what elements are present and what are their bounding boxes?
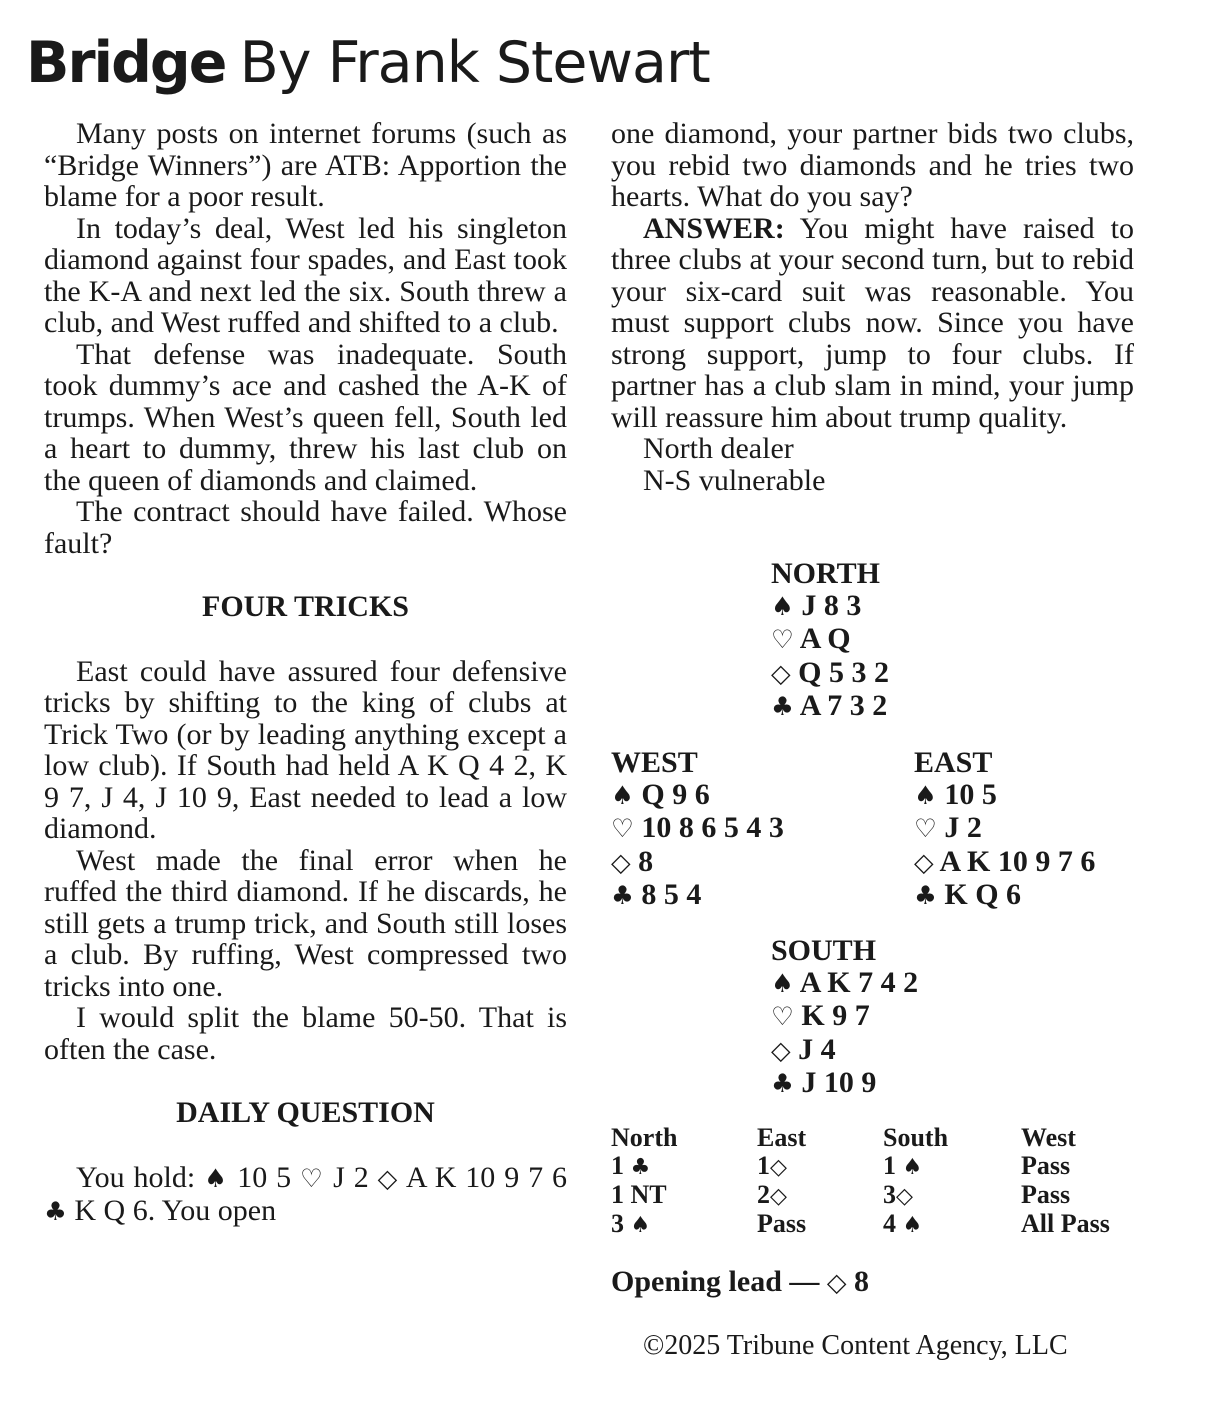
daily-question-text: [44, 1162, 567, 1229]
spade-icon: ♠: [611, 780, 634, 811]
north-label: NORTH: [771, 557, 880, 590]
heart-icon: ♡: [611, 814, 634, 844]
bid-cell: [757, 1210, 883, 1239]
bid-cell: [1021, 1210, 1141, 1239]
bid-header-north: North: [611, 1123, 678, 1152]
north-hearts: [771, 623, 889, 657]
bid-cell: [611, 1181, 757, 1210]
paragraph-2: In today’s deal, West led his singleton diamond against four spades, and East took the K-A and next led the six. South threw a club, and West ruffed and shifted to a club.: [44, 211, 567, 339]
diamond-icon: ◇: [771, 1035, 791, 1066]
west-clubs-cards: 8 5 4: [641, 878, 702, 911]
right-column: [611, 118, 1134, 496]
bid-level: Pass: [757, 1209, 807, 1238]
bid-cell: [611, 1210, 757, 1239]
east-diamonds: [914, 846, 1095, 880]
heart-icon: ♡: [771, 1002, 794, 1032]
bidding-table: [611, 1124, 1141, 1239]
south-clubs: [771, 1067, 918, 1101]
east-clubs-cards: K Q 6: [944, 878, 1022, 911]
east-clubs: [914, 879, 1095, 913]
west-hearts-cards: 10 8 6 5 4 3: [641, 811, 784, 844]
bid-cell: [1021, 1181, 1141, 1210]
west-spades: [611, 779, 784, 813]
west-hearts: [611, 812, 784, 846]
answer-text: You might have raised to three clubs at your second turn, but to rebid your six-card suit was reasonable. You must support clubs now. Since you have strong support, jump to four clubs. If partner has a club slam in mind, your jump will reassure him about trump quality.: [611, 211, 1134, 434]
south-clubs-cards: J 10 9: [801, 1066, 877, 1099]
left-column: [44, 118, 567, 1229]
bid-header-east: East: [757, 1123, 807, 1152]
bid-header-west: West: [1021, 1123, 1076, 1152]
heading-daily-question: DAILY QUESTION: [176, 1096, 435, 1129]
spade-icon: ♠: [204, 1163, 229, 1194]
column-brand: Bridge: [26, 30, 226, 96]
bid-header-south: South: [883, 1123, 949, 1152]
heading-four-tricks: FOUR TRICKS: [202, 590, 409, 623]
club-icon: ♣: [914, 881, 937, 911]
paragraph-5: East could have assured four defensive tricks by shifting to the king of clubs at Trick Two (or by leading anything except a low club). If South had held A K Q 4 2, K 9 7, J 4, J 10 9, East needed to lead a low diamond.: [44, 654, 567, 845]
paragraph-3: That defense was inadequate. South took dummy’s ace and cashed the A-K of trumps. When West’s queen fell, South led a heart to dummy, threw his last club on the queen of diamonds and claimed.: [44, 337, 567, 497]
paragraph-6: West made the final error when he ruffed the third diamond. If he discards, he still gets a trump trick, and South still loses a club. By ruffing, West compressed two tricks into one.: [44, 843, 567, 1003]
page-title: [26, 28, 710, 99]
dealer-line: North dealer: [643, 432, 794, 465]
south-diamonds: [771, 1034, 918, 1068]
bid-level: 1: [883, 1151, 896, 1180]
north-spades-cards: J 8 3: [801, 588, 862, 622]
question-continued: one diamond, your partner bids two clubs, you rebid two diamonds and he tries two hearts. What do you say?: [611, 117, 1134, 213]
bid-level: 1 NT: [611, 1180, 667, 1209]
bidding-header-row: [611, 1124, 1141, 1152]
spade-icon: ♠: [630, 1212, 651, 1238]
opening-lead: [611, 1265, 869, 1299]
bid-cell: [757, 1181, 883, 1210]
bid-level: 1: [757, 1151, 770, 1180]
question-diamonds: A K 10 9 7 6: [398, 1160, 567, 1194]
club-icon: ♣: [771, 1069, 794, 1099]
south-hearts: [771, 1000, 918, 1034]
south-hearts-cards: K 9 7: [801, 999, 870, 1032]
north-hand: [771, 558, 889, 724]
south-diamonds-cards: J 4: [798, 1032, 836, 1066]
west-label: WEST: [611, 746, 698, 779]
bid-cell: [883, 1210, 1021, 1239]
diamond-icon: ◇: [896, 1183, 913, 1209]
bidding-row: [611, 1152, 1141, 1181]
paragraph-4: The contract should have failed. Whose fault?: [44, 495, 567, 560]
byline: By Frank Stewart: [239, 30, 710, 96]
answer-paragraph: [611, 213, 1134, 434]
heart-icon: ♡: [914, 814, 937, 844]
bidding-row: [611, 1181, 1141, 1210]
west-clubs: [611, 879, 784, 913]
north-hearts-cards: A Q: [799, 622, 851, 655]
north-diamonds-cards: Q 5 3 2: [798, 655, 889, 689]
north-clubs-cards: A 7 3 2: [799, 689, 888, 722]
spade-icon: ♠: [902, 1154, 923, 1180]
bid-level: 3: [611, 1209, 624, 1238]
east-diamonds-cards: A K 10 9 7 6: [939, 844, 1096, 878]
spade-icon: ♠: [902, 1212, 923, 1238]
club-icon: ♣: [611, 881, 634, 911]
bid-cell: [883, 1152, 1021, 1181]
copyright-notice: ©2025 Tribune Content Agency, LLC: [643, 1330, 1068, 1361]
east-label: EAST: [914, 746, 993, 779]
spade-icon: ♠: [914, 780, 937, 811]
bid-level: 4: [883, 1209, 896, 1238]
answer-label: ANSWER:: [643, 211, 785, 245]
south-hand: [771, 935, 918, 1101]
south-spades-cards: A K 7 4 2: [799, 965, 919, 999]
east-hearts-cards: J 2: [944, 811, 982, 844]
club-icon: ♣: [630, 1154, 651, 1180]
diamond-icon: ◇: [771, 658, 791, 689]
north-clubs: [771, 690, 889, 724]
diamond-icon: ◇: [377, 1163, 399, 1194]
north-diamonds: [771, 657, 889, 691]
question-clubs: K Q 6. You open: [66, 1194, 277, 1227]
bid-cell: [757, 1152, 883, 1181]
south-spades: [771, 967, 918, 1001]
paragraph-1: Many posts on internet forums (such as “Bridge Winners”) are ATB: Apportion the blame for a poor result.: [44, 117, 567, 213]
south-label: SOUTH: [771, 934, 877, 967]
west-spades-cards: Q 9 6: [641, 777, 710, 811]
east-spades-cards: 10 5: [944, 777, 997, 811]
bid-cell: [611, 1152, 757, 1181]
east-spades: [914, 779, 1095, 813]
west-diamonds: [611, 846, 784, 880]
heart-icon: ♡: [771, 625, 794, 655]
diamond-icon: ◇: [770, 1183, 787, 1209]
spade-icon: ♠: [771, 591, 794, 622]
bid-cell: [1021, 1152, 1141, 1181]
diamond-icon: ◇: [826, 1268, 847, 1298]
club-icon: ♣: [771, 692, 794, 722]
paragraph-7: I would split the blame 50-50. That is often the case.: [44, 1001, 567, 1066]
heart-icon: ♡: [300, 1163, 325, 1194]
bid-level: Pass: [1021, 1151, 1071, 1180]
bid-level: 1: [611, 1151, 624, 1180]
diamond-icon: ◇: [611, 847, 631, 878]
bid-cell: [883, 1181, 1021, 1210]
opening-lead-label: Opening lead —: [611, 1265, 827, 1298]
north-spades: [771, 590, 889, 624]
question-spades: 10 5: [228, 1160, 301, 1194]
west-hand: [611, 747, 784, 913]
bid-level: Pass: [1021, 1180, 1071, 1209]
diamond-icon: ◇: [914, 847, 934, 878]
east-hearts: [914, 812, 1095, 846]
diamond-icon: ◇: [770, 1154, 787, 1180]
bid-level: 2: [757, 1180, 770, 1209]
question-hold: You hold:: [76, 1160, 205, 1194]
bid-level: 3: [883, 1180, 896, 1209]
vulnerability-line: N-S vulnerable: [643, 463, 826, 497]
west-diamonds-cards: 8: [638, 844, 654, 878]
club-icon: ♣: [44, 1197, 67, 1227]
question-hearts: J 2: [324, 1160, 378, 1194]
bidding-row: [611, 1210, 1141, 1239]
opening-lead-card: 8: [854, 1265, 869, 1298]
east-hand: [914, 747, 1095, 913]
spade-icon: ♠: [771, 968, 794, 999]
bid-level: All Pass: [1021, 1209, 1110, 1238]
